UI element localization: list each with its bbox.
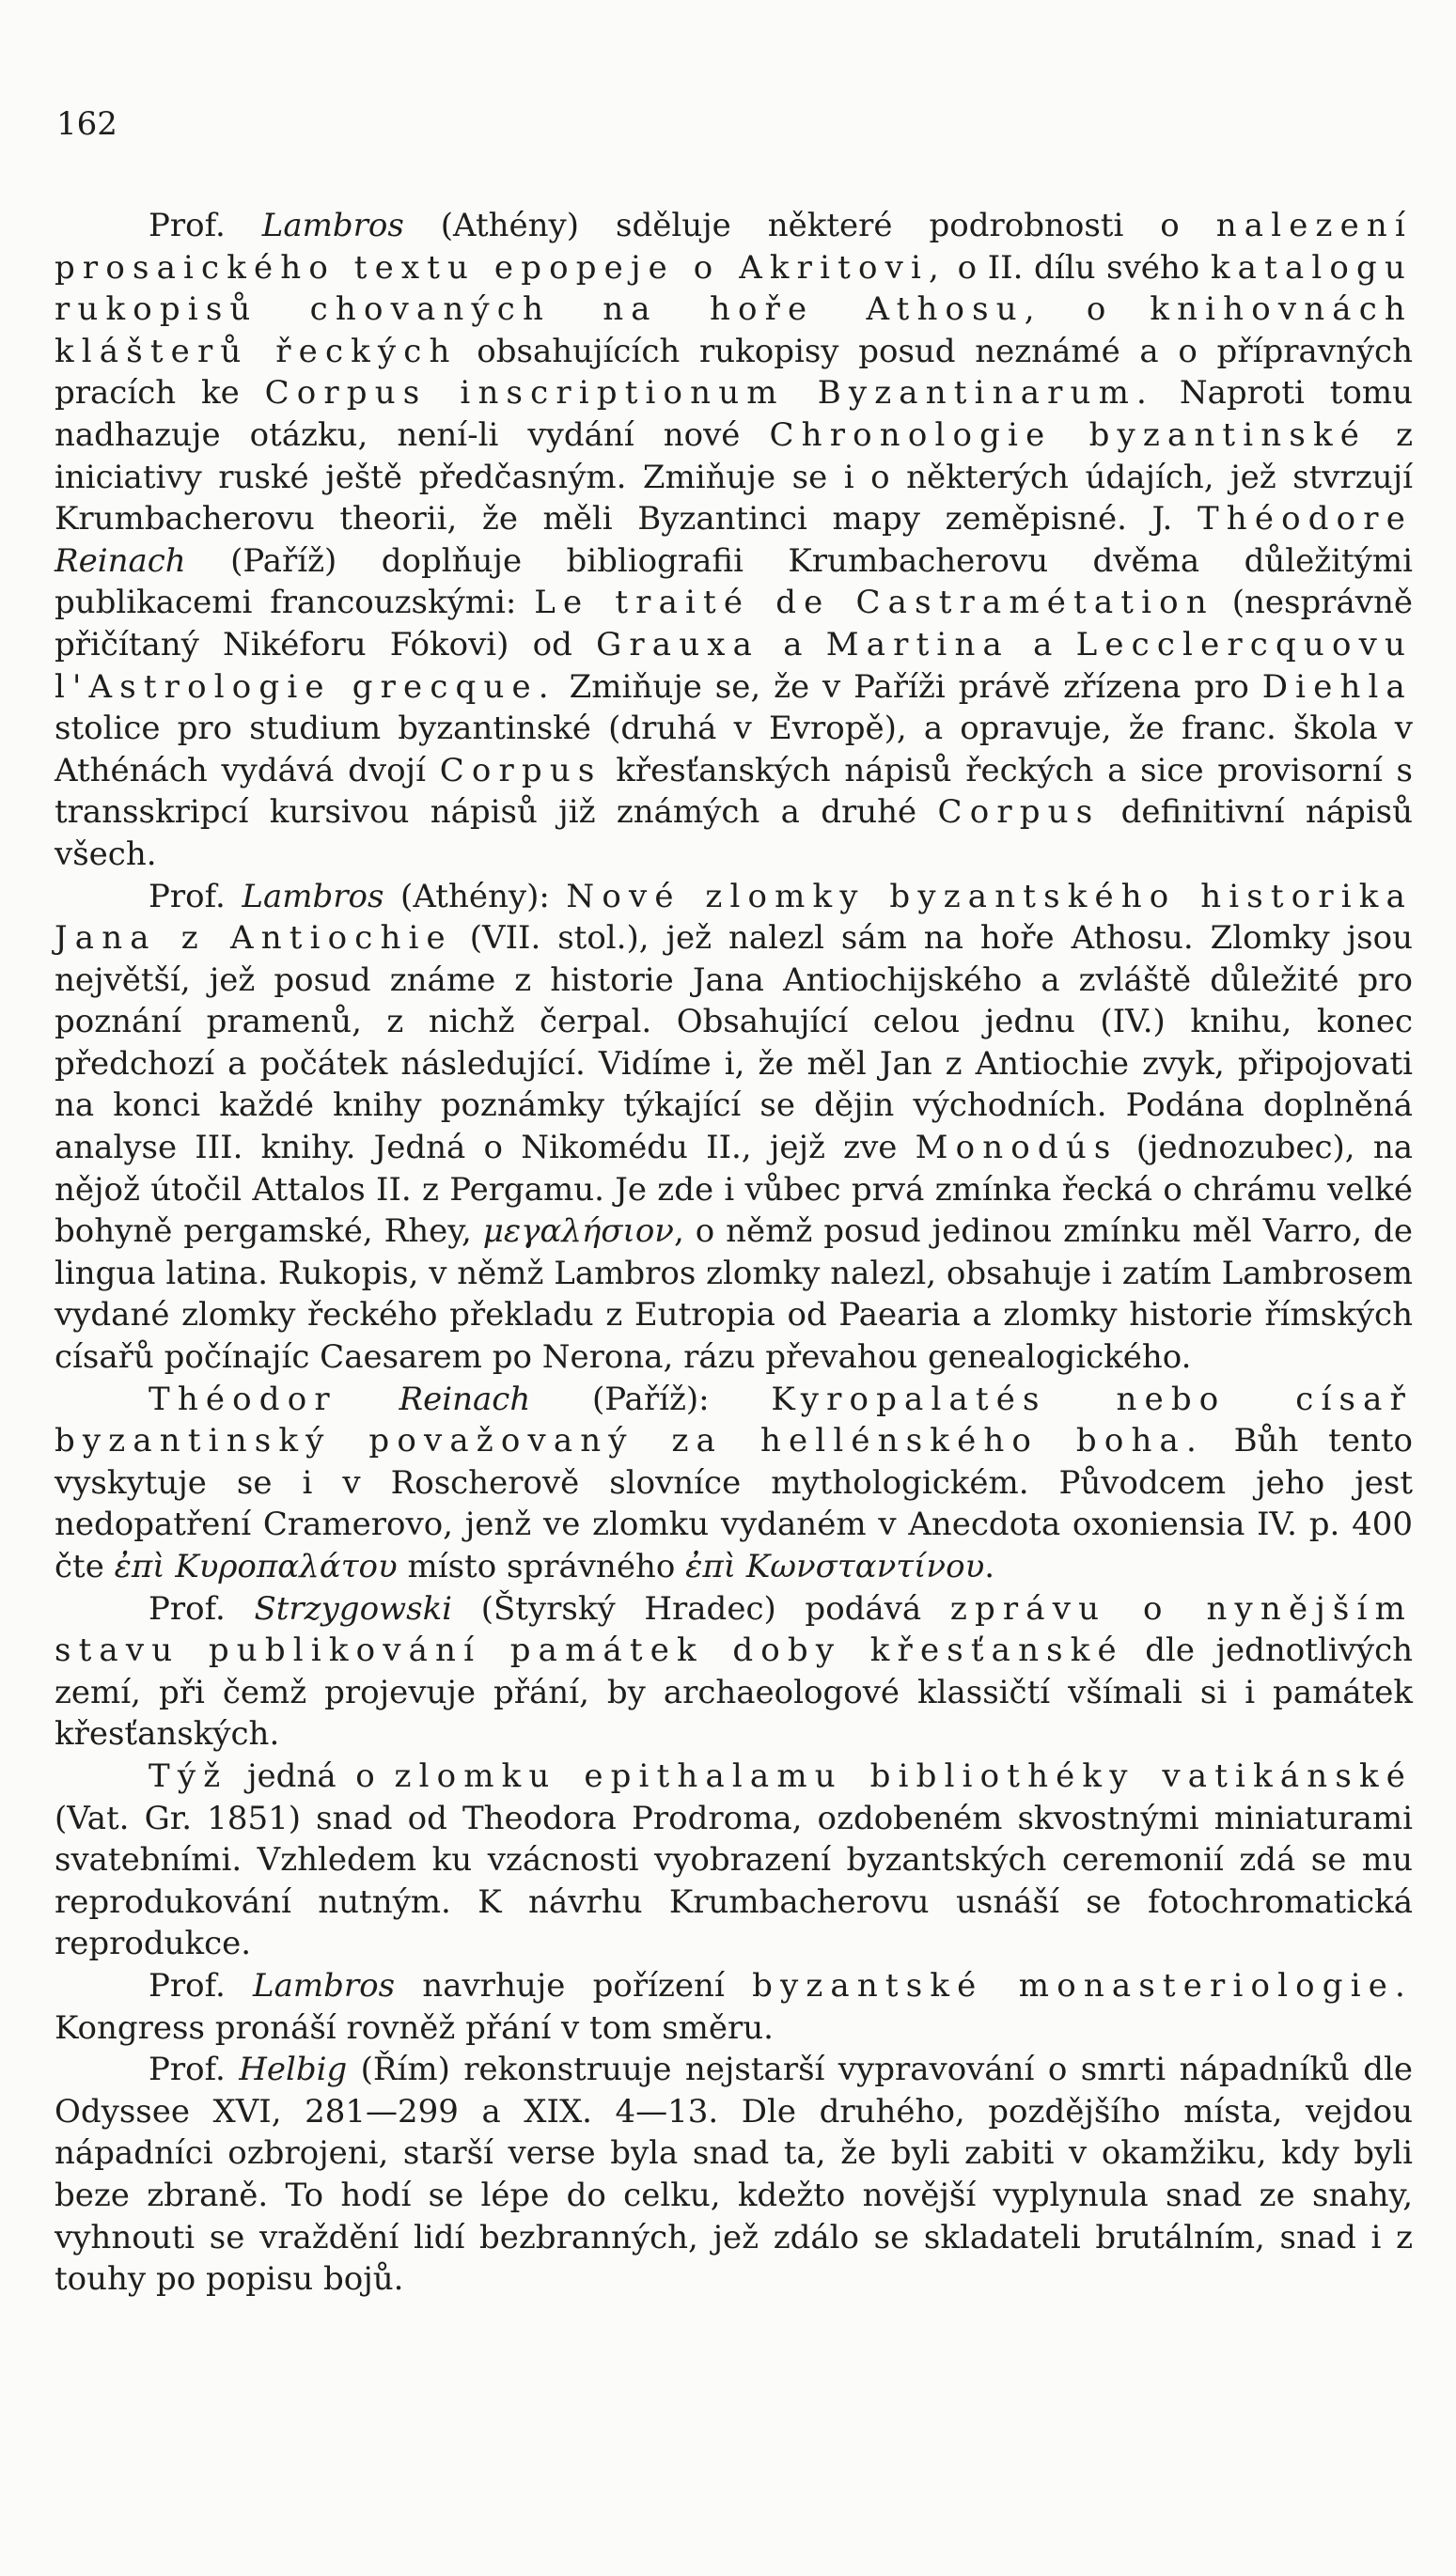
text-run: a (1009, 625, 1076, 664)
text-run: o II. dílu svého (946, 248, 1211, 287)
paragraph-3 (55, 1379, 1413, 1588)
text-run: Kongress pronáší rovněž přání v tom směru. (55, 2008, 774, 2047)
text-run: navrhuje pořízení (395, 1966, 753, 2005)
text-run: a (759, 625, 826, 664)
spaced-run: Monodús (915, 1129, 1119, 1167)
spaced-run: Kyropalatés nebo císař byzantinský považovaný za hellénského boha. (55, 1380, 1413, 1460)
text-run: o (1041, 290, 1151, 329)
spaced-run: Corpus (439, 751, 603, 789)
text-run: (Athény) sděluje některé podrobnosti o (403, 207, 1216, 244)
text-run: obsahujících rukopisy posud neznámé a o přípravných pracích ke (55, 332, 1413, 413)
spaced-run: Corpus inscriptionum Byzantinarum. (264, 374, 1154, 413)
text-run: Prof. (149, 1966, 254, 2005)
spaced-run: byzantské monasteriologie. (752, 1966, 1413, 2005)
italic-run: Lambros (261, 207, 404, 244)
paragraph-6 (55, 1965, 1413, 2049)
text-run: (Štyrský Hradec) podává (452, 1589, 950, 1628)
text-run: Naproti tomu nadhazuje otázku, není-li vydání nové (55, 374, 1413, 454)
spaced-run: Théodor (149, 1380, 337, 1418)
text-run: Prof. (149, 207, 262, 244)
page-number: 162 (56, 105, 117, 143)
text-run: místo správného (397, 1548, 686, 1585)
text-run: (VII. stol.), jež nalezl sám na hoře Athosu. Zlomky jsou největší, jež posud známe z historie Jana Antiochijského a zvláště důležité pro poznání pramenů, z nichž čerpal. Obsahující celou jednu (IV.) knihu, konec předchozí a počátek následující. Vidíme i, že měl Jan z Antiochie zvyk, připojovati na konci každé knihy poznámky týkající se dějin východních. Podána doplněná analyse III. knihy. Jedná o Nikomédu II., jejž zve (55, 919, 1413, 1167)
spaced-run: Le traité de Castramétation (534, 584, 1214, 622)
italic-run: Reinach (399, 1380, 531, 1418)
italic-run: Helbig (239, 2051, 348, 2089)
italic-run: μεγαλήσιον (482, 1212, 674, 1251)
spaced-run: Chronologie byzantinské (769, 415, 1367, 454)
text-run: (jednozubec), na nějož útočil Attalos II. z Pergamu. Je zde i vůbec prvá zmínka řecká o chrámu velké bohyně pergamské, Rhey, (55, 1129, 1413, 1251)
text-run: (nesprávně přičítaný Nikéforu Fókovi) od (55, 584, 1413, 664)
spaced-run: Théodore (1197, 500, 1413, 539)
text-run: jedná o (227, 1756, 395, 1795)
paragraph-4 (55, 1588, 1413, 1756)
text-run: Zmiňuje se, že v Paříži právě zřízena pro (556, 667, 1262, 706)
paragraph-2 (55, 876, 1413, 1379)
italic-run: Reinach (55, 541, 186, 580)
text-run (337, 1381, 399, 1418)
spaced-run: Nové zlomky byzantského historika Jana z Antiochie (55, 877, 1414, 958)
italic-run: ἐπὶ Κωνσταντίνου (685, 1548, 985, 1585)
paragraph-1 (55, 205, 1413, 876)
spaced-run: Corpus (937, 793, 1101, 832)
paragraph-7 (55, 2049, 1413, 2301)
text-run: definitivní nápisů všech. (55, 793, 1413, 873)
spaced-run: zprávu o nynějším stavu publikování památek doby křesťanské (55, 1589, 1413, 1670)
text-run: (Athény): (384, 877, 567, 915)
text-run: , o němž posud jedinou zmínku měl Varro, de lingua latina. Rukopis, v němž Lambros zlomky nalezl, obsahuje i zatím Lambrosem vydané zlomky řeckého překladu z Eutropia od Paearia a zlomky historie římských císařů počínajíc Caesarem po Nerona, rázu převahou genealogického. (55, 1212, 1413, 1377)
text-run: Prof. (149, 877, 243, 915)
text-run: dle jednotlivých zemí, při čemž projevuje přání, by archaeologové klassičtí všímali si i památek křesťanských. (55, 1631, 1414, 1754)
text-run: Bůh tento vyskytuje se i v Roscherově slovníce mythologickém. Původcem jeho jest nedopatření Cramerovo, jenž ve zlomku vydaném v Anecdota oxoniensia IV. p. 400 čte (55, 1422, 1413, 1585)
text-run: (Paříž) doplňuje bibliografii Krumbacherovu dvěma důležitými publikacemi francouzskými: (55, 541, 1413, 622)
text-run: (Vat. Gr. 1851) snad od Theodora Prodroma, ozdobeném skvostnými miniaturami svatebními. Vzhledem ku vzácnosti vyobrazení byzantských ceremonií zdá se mu reprodukování nutným. K návrhu Krumbacherovu usnáší se fotochromatická reprodukce. (55, 1799, 1413, 1963)
text-run: (Paříž): (530, 1380, 772, 1418)
italic-run: Lambros (242, 877, 384, 915)
spaced-run: knihovnách klášterů řeckých (55, 290, 1413, 370)
spaced-run: katalogu rukopisů chovaných na hoře Athosu, (55, 248, 1414, 329)
text-run: křesťanských nápisů řeckých a sice provisorní s transskripcí kursivou nápisů již známých a druhé (55, 751, 1413, 832)
text-run: z iniciativy ruské ještě předčasným. Zmiňuje se i o některých údajích, jež stvrzují Krumbacherovu theorii, že měli Byzantinci mapy zeměpisné. J. (55, 415, 1413, 539)
spaced-run: Grauxa (596, 625, 760, 664)
spaced-run: Týž (149, 1756, 228, 1795)
text-run: Prof. (149, 1589, 255, 1628)
spaced-run: Lecclercquovu l'Astrologie grecque. (55, 625, 1414, 706)
spaced-run: zlomku epithalamu bibliothéky vatikánské (394, 1756, 1413, 1795)
italic-run: Strzygowski (254, 1589, 453, 1628)
text-run: stolice pro studium byzantinské (druhá v Evropě), a opravuje, že franc. škola v Athénách vydává dvojí (55, 710, 1413, 789)
spaced-run: Diehla (1261, 667, 1413, 706)
spaced-run: Martina (825, 625, 1010, 664)
italic-run: Lambros (253, 1966, 396, 2005)
text-run: (Řím) rekonstruuje nejstarší vypravování o smrti nápadníků dle Odyssee XVI, 281—299 a XIX. 4—13. Dle druhého, pozdějšího místa, vejdou nápadníci ozbrojeni, starší verse byla snad ta, že byli zabiti v okamžiku, kdy byli beze zbraně. To hodí se lépe do celku, kdežto novější vyplynula snad ze snahy, vyhnouti se vraždění lidí bezbranných, jež zdálo se skladateli brutálním, snad i z touhy po popisu bojů. (55, 2051, 1413, 2299)
spaced-run: nalezení prosaického textu epopeje o Akritovi, (55, 207, 1413, 287)
text-run: . (984, 1548, 995, 1585)
paragraph-5 (55, 1756, 1413, 1965)
body-text (55, 205, 1413, 2301)
italic-run: ἐπὶ Κυροπαλάτου (114, 1548, 398, 1585)
text-run: Prof. (149, 2051, 240, 2089)
